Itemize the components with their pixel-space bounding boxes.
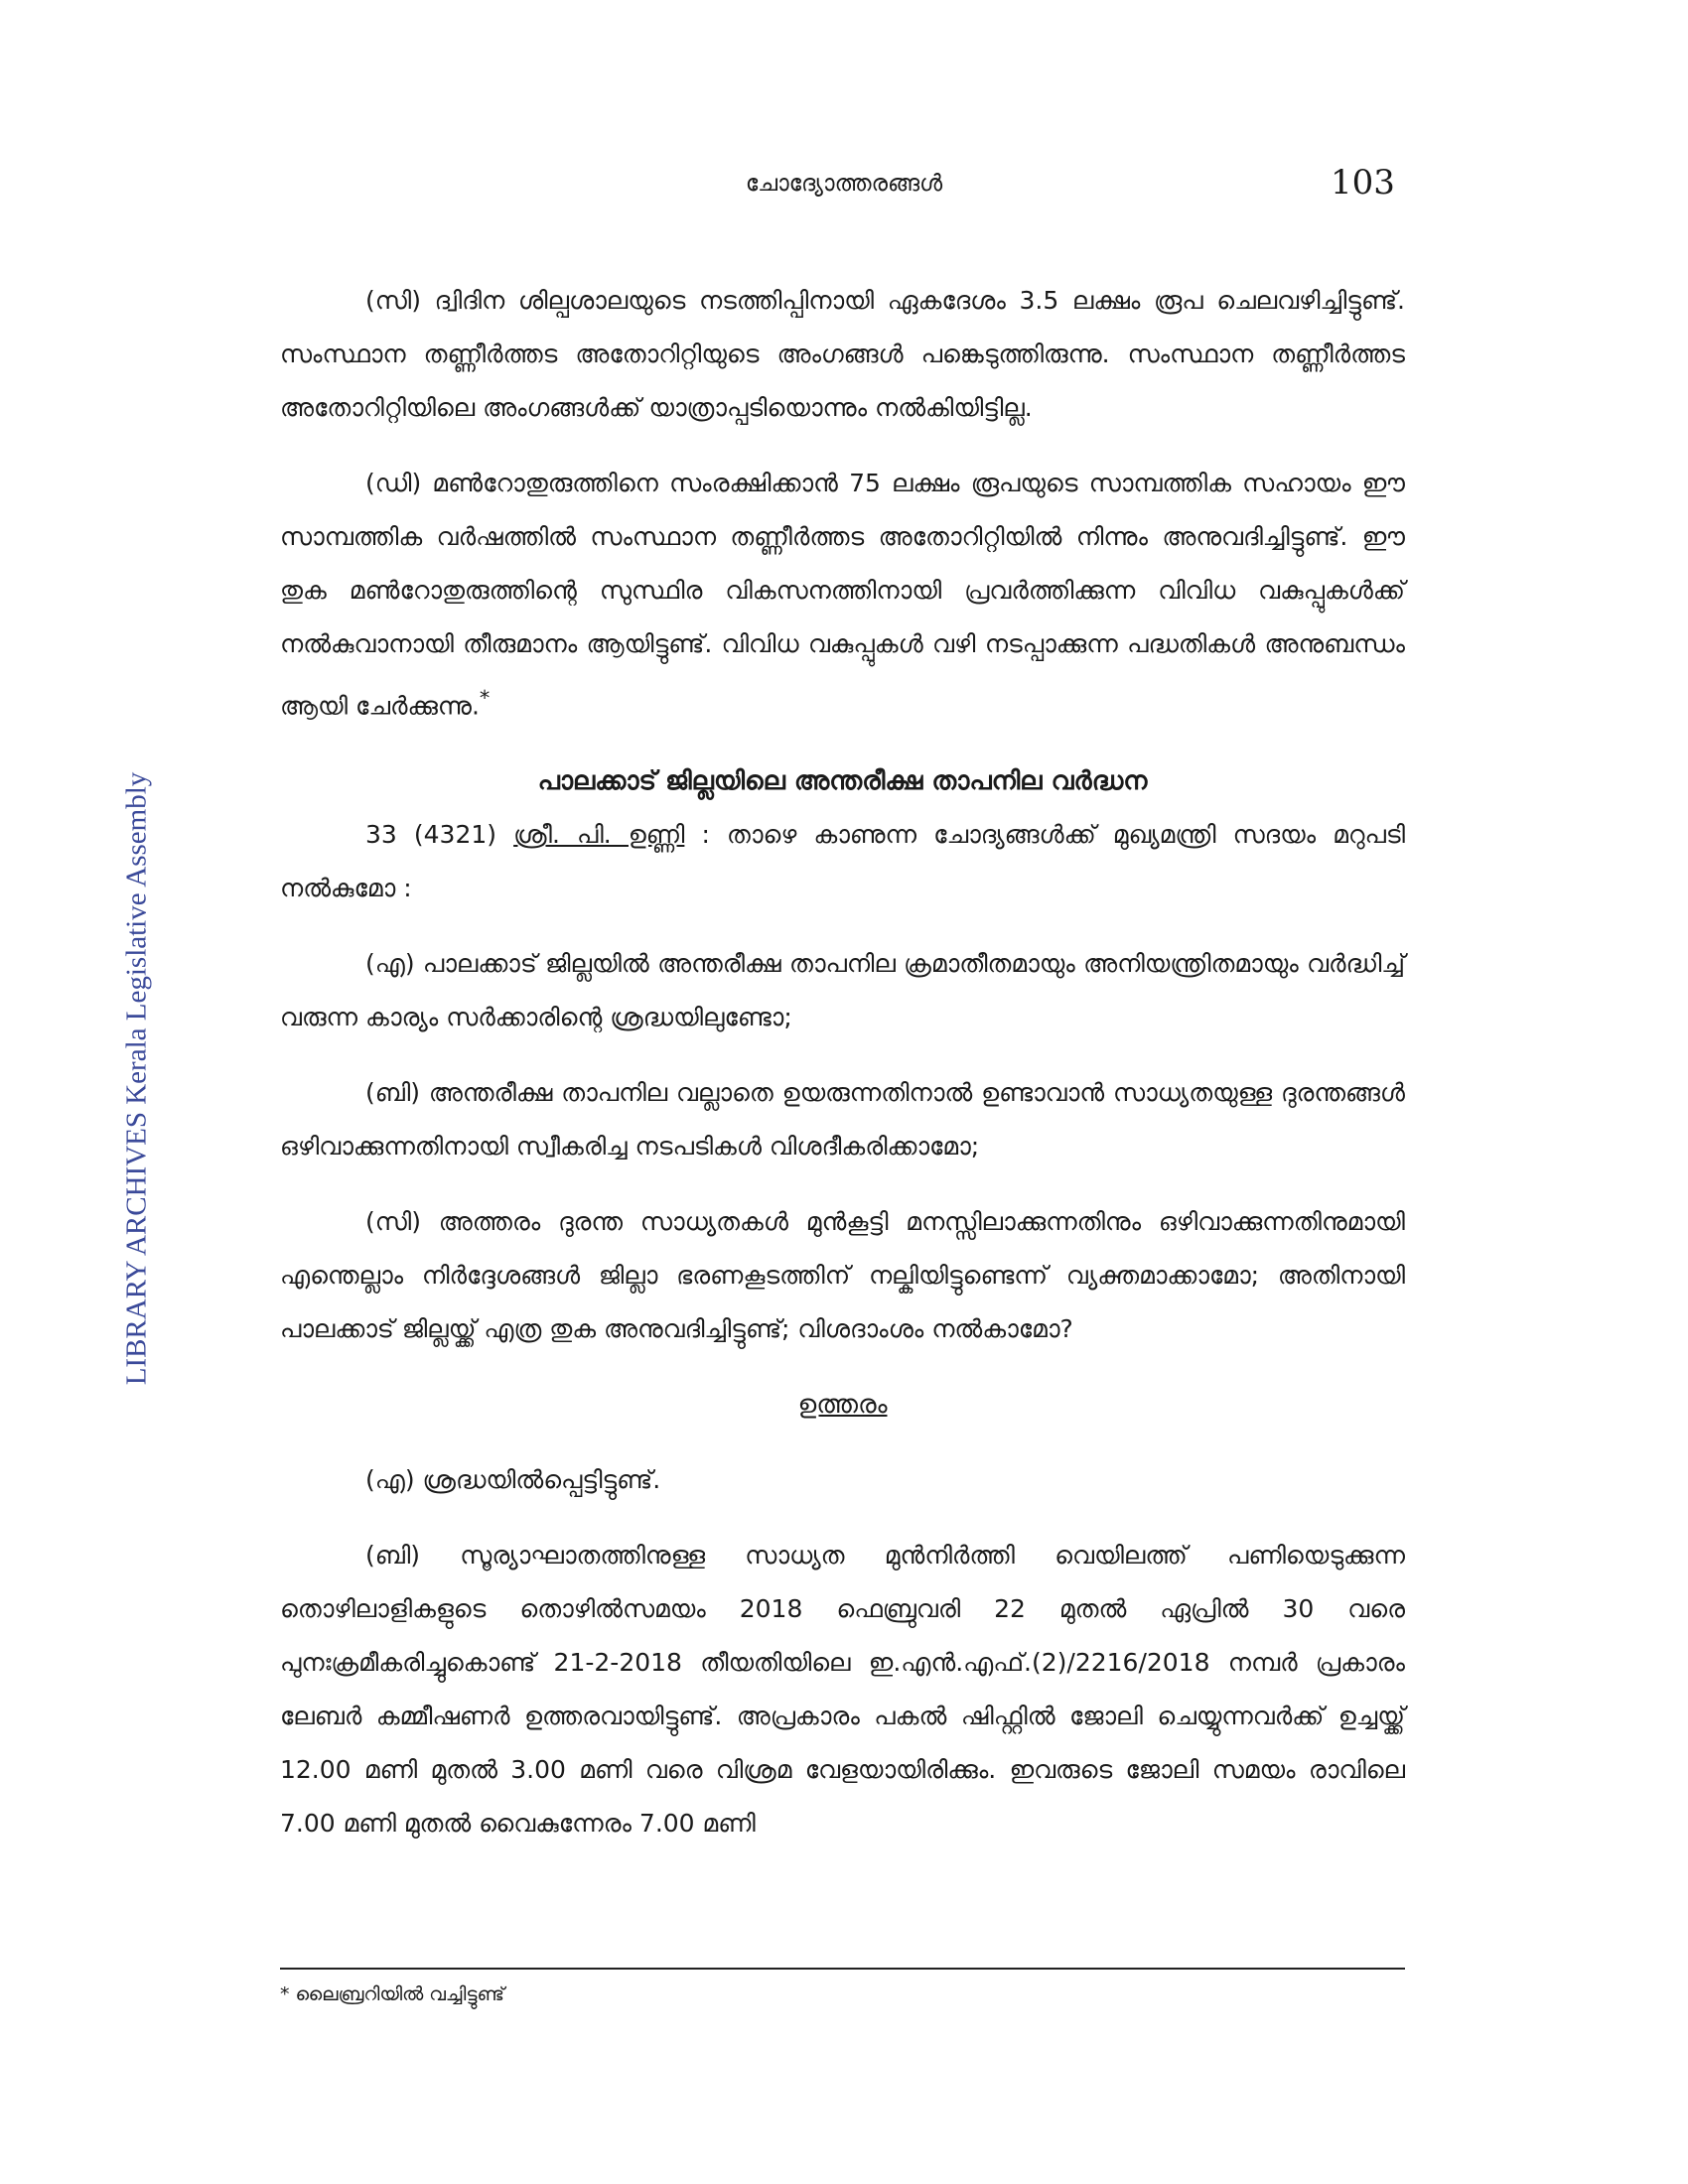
footnote-marker: * bbox=[479, 686, 491, 710]
member-name: ശ്രീ. പി. ഉണ്ണി bbox=[513, 820, 685, 850]
paragraph-d-munroe-island bbox=[280, 457, 1405, 733]
question-intro-text: : താഴെ കാണുന്ന ചോദ്യങ്ങൾക്ക് മുഖ്യമന്ത്രി സദയം മറുപടി നൽകുമോ : bbox=[280, 820, 1406, 903]
paragraph-c-workshop: (സി) ദ്വിദിന ശില്പശാലയുടെ നടത്തിപ്പിനായി ഏകദേശം 3.5 ലക്ഷം രൂപ ചെലവഴിച്ചിട്ടുണ്ട്. സംസ്ഥാന തണ്ണീർത്തട അതോറിറ്റിയുടെ അംഗങ്ങൾ പങ്കെടുത്തിരുന്നു. സംസ്ഥാന തണ്ണീർത്തട അതോറിറ്റിയിലെ അംഗങ്ങൾക്ക് യാത്രാപ്പടിയൊന്നും നൽകിയിട്ടില്ല. bbox=[280, 286, 1405, 422]
answer-heading-text: ഉത്തരം bbox=[797, 1390, 888, 1421]
answer-part-b: (ബി) സൂര്യാഘാതത്തിനുള്ള സാധ്യത മുൻനിർത്തി വെയിലത്ത് പണിയെടുക്കുന്ന തൊഴിലാളികളുടെ തൊഴിൽസമയം 2018 ഫെബ്രുവരി 22 മുതൽ ഏപ്രിൽ 30 വരെ പുനഃക്രമീകരിച്ചുകൊണ്ട് 21-2-2018 തീയതിയിലെ ഇ.എൻ.എഫ്.(2)/2216/2018 നമ്പർ പ്രകാരം ലേബർ കമ്മീഷണർ ഉത്തരവായിട്ടുണ്ട്. അപ്രകാരം പകൽ ഷിഫ്റ്റിൽ ജോലി ചെയ്യുന്നവർക്ക് ഉച്ചയ്ക്ക് 12.00 മണി മുതൽ 3.00 മണി വരെ വിശ്രമ വേളയായിരിക്കും. ഇവരുടെ ജോലി സമയം രാവിലെ 7.00 മണി മുതൽ വൈകുന്നേരം 7.00 മണി bbox=[280, 1541, 1405, 1839]
footnote: * ലൈബ്രറിയിൽ വച്ചിട്ടുണ്ട് bbox=[280, 1983, 504, 2005]
footnote-divider bbox=[280, 1968, 1405, 1970]
paragraph-d-text: (ഡി) മൺറോതുരുത്തിനെ സംരക്ഷിക്കാൻ 75 ലക്ഷം രൂപയുടെ സാമ്പത്തിക സഹായം ഈ സാമ്പത്തിക വർഷത്തിൽ സംസ്ഥാന തണ്ണീർത്തട അതോറിറ്റിയിൽ നിന്നും അനുവദിച്ചിട്ടുണ്ട്. ഈ തുക മൺറോതുരുത്തിന്റെ സുസ്ഥിര വികസനത്തിനായി പ്രവർത്തിക്കുന്ന വിവിധ വകുപ്പുകൾക്ക് നൽകുവാനായി തീരുമാനം ആയിട്ടുണ്ട്. വിവിധ വകുപ്പുകൾ വഴി നടപ്പാക്കുന്ന പദ്ധതികൾ അനുബന്ധം ആയി ചേർക്കുന്നു. bbox=[280, 469, 1405, 721]
archive-watermark: LIBRARY ARCHIVES Kerala Legislative Assembly bbox=[120, 771, 153, 1386]
question-part-c: (സി) അത്തരം ദുരന്ത സാധ്യതകൾ മുൻകൂട്ടി മനസ്സിലാക്കുന്നതിനും ഒഴിവാക്കുന്നതിനുമായി എന്തെല്ലാം നിർദ്ദേശങ്ങൾ ജില്ലാ ഭരണകൂടത്തിന് നല്കിയിട്ടുണ്ടെന്ന് വ്യക്തമാക്കാമോ; അതിനായി പാലക്കാട് ജില്ലയ്ക്ക് എത്ര തുക അനുവദിച്ചിട്ടുണ്ട്; വിശദാംശം നൽകാമോ? bbox=[280, 1207, 1405, 1344]
body-text bbox=[280, 274, 1405, 1850]
question-heading: പാലക്കാട് ജില്ലയിലെ അന്തരീക്ഷ താപനില വർദ്ധന bbox=[537, 766, 1148, 797]
question-number: 33 (4321) bbox=[365, 820, 497, 850]
question-intro bbox=[280, 808, 1405, 915]
question-part-a: (എ) പാലക്കാട് ജില്ലയിൽ അന്തരീക്ഷ താപനില ക്രമാതീതമായും അനിയന്ത്രിതമായും വർദ്ധിച്ച് വരുന്ന കാര്യം സർക്കാരിന്റെ ശ്രദ്ധയിലുണ്ടോ; bbox=[280, 949, 1405, 1032]
running-title: ചോദ്യോത്തരങ്ങൾ bbox=[745, 171, 943, 197]
question-part-b: (ബി) അന്തരീക്ഷ താപനില വല്ലാതെ ഉയരുന്നതിനാൽ ഉണ്ടാവാൻ സാധ്യതയുള്ള ദുരന്തങ്ങൾ ഒഴിവാക്കുന്നതിനായി സ്വീകരിച്ച നടപടികൾ വിശദീകരിക്കാമോ; bbox=[280, 1078, 1405, 1161]
page-number: 103 bbox=[1331, 163, 1395, 203]
answer-part-a: (എ) ശ്രദ്ധയിൽപ്പെട്ടിട്ടുണ്ട്. bbox=[365, 1465, 661, 1495]
answer-heading bbox=[280, 1378, 1405, 1432]
